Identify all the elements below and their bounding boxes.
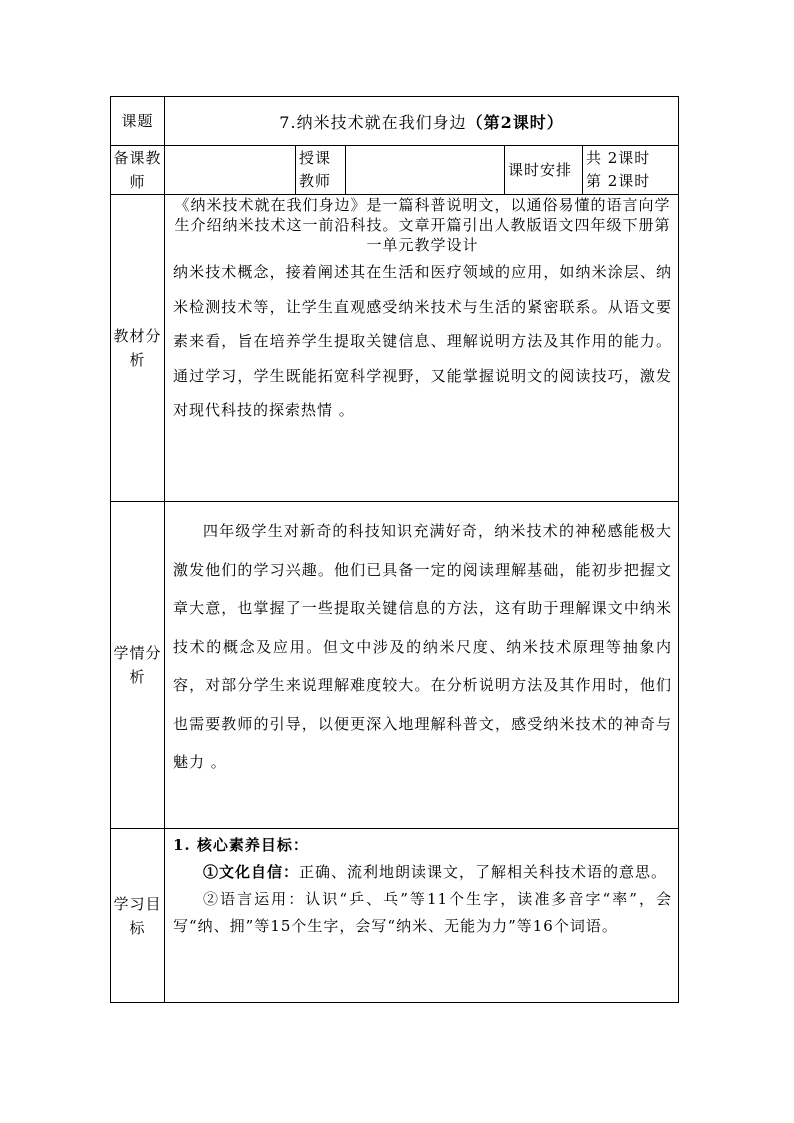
teach-teacher-label: 授课教师 [296, 146, 346, 195]
prep-teacher-value [165, 146, 296, 195]
goal-1-title: ①文化自信： [203, 863, 300, 881]
current-hour: 第 2课时 [586, 172, 651, 190]
learning-goals-label: 学习目标 [111, 829, 165, 1003]
learning-goals-content [165, 829, 679, 1003]
lesson-title [165, 97, 679, 146]
lesson-plan-table [110, 96, 679, 1003]
topic-label: 课题 [111, 97, 165, 146]
goal-1 [173, 859, 672, 886]
schedule-label: 课时安排 [505, 146, 583, 195]
textbook-analysis-content [165, 195, 679, 502]
prep-teacher-label: 备课教师 [111, 146, 165, 195]
student-analysis-content [165, 502, 679, 829]
textbook-analysis-body: 纳米技术概念，接着阐述其在生活和医疗领域的应用，如纳米涂层、纳米检测技术等，让学生直观感受纳米技术与生活的紧密联系。从语文要素来看，旨在培养学生提取关键信息、理解说明方法及其作用的能力。通过学习，学生既能拓宽科学视野，又能掌握说明文的阅读技巧，激发对现代科技的探索热情 。 [173, 263, 673, 419]
textbook-analysis-row [111, 195, 679, 502]
goals-heading: 1. 核心素养目标： [173, 836, 309, 854]
lesson-title-main: 7.纳米技术就在我们身边 [279, 112, 467, 132]
teach-teacher-value [346, 146, 505, 195]
lesson-title-period: （第2课时） [466, 112, 564, 132]
info-row [111, 146, 679, 195]
student-analysis-body: 四年级学生对新奇的科技知识充满好奇，纳米技术的神秘感能极大激发他们的学习兴趣。他们已具备一定的阅读理解基础，能初步把握文章大意，也掌握了一些提取关键信息的方法，这有助于理解课文中纳米技术的概念及应用。但文中涉及的纳米尺度、纳米技术原理等抽象内容，对部分学生来说理解难度较大。在分析说明方法及其作用时，他们也需要教师的引导，以便更深入地理解科普文，感受纳米技术的神奇与魅力 。 [173, 522, 673, 771]
learning-goals-row [111, 829, 679, 1003]
student-analysis-row [111, 502, 679, 829]
textbook-analysis-label: 教材分析 [111, 195, 165, 502]
schedule-value [583, 146, 679, 195]
total-hours: 共 2课时 [586, 149, 651, 167]
goal-1-text: 正确、流利地朗读课文，了解相关科技术语的意思。 [299, 863, 668, 881]
topic-row [111, 97, 679, 146]
goal-2: ②语言运用：认识“乒、乓”等11个生字，读准多音字“率”，会写“纳、拥”等15个生字，会写“纳米、无能为力”等16个词语。 [173, 890, 673, 935]
student-analysis-label: 学情分析 [111, 502, 165, 829]
textbook-analysis-intro: 《纳米技术就在我们身边》是一篇科普说明文，以通俗易懂的语言向学生介绍纳米技术这一前沿科技。文章开篇引出人教版语文四年级下册第一单元教学设计 [174, 196, 671, 254]
